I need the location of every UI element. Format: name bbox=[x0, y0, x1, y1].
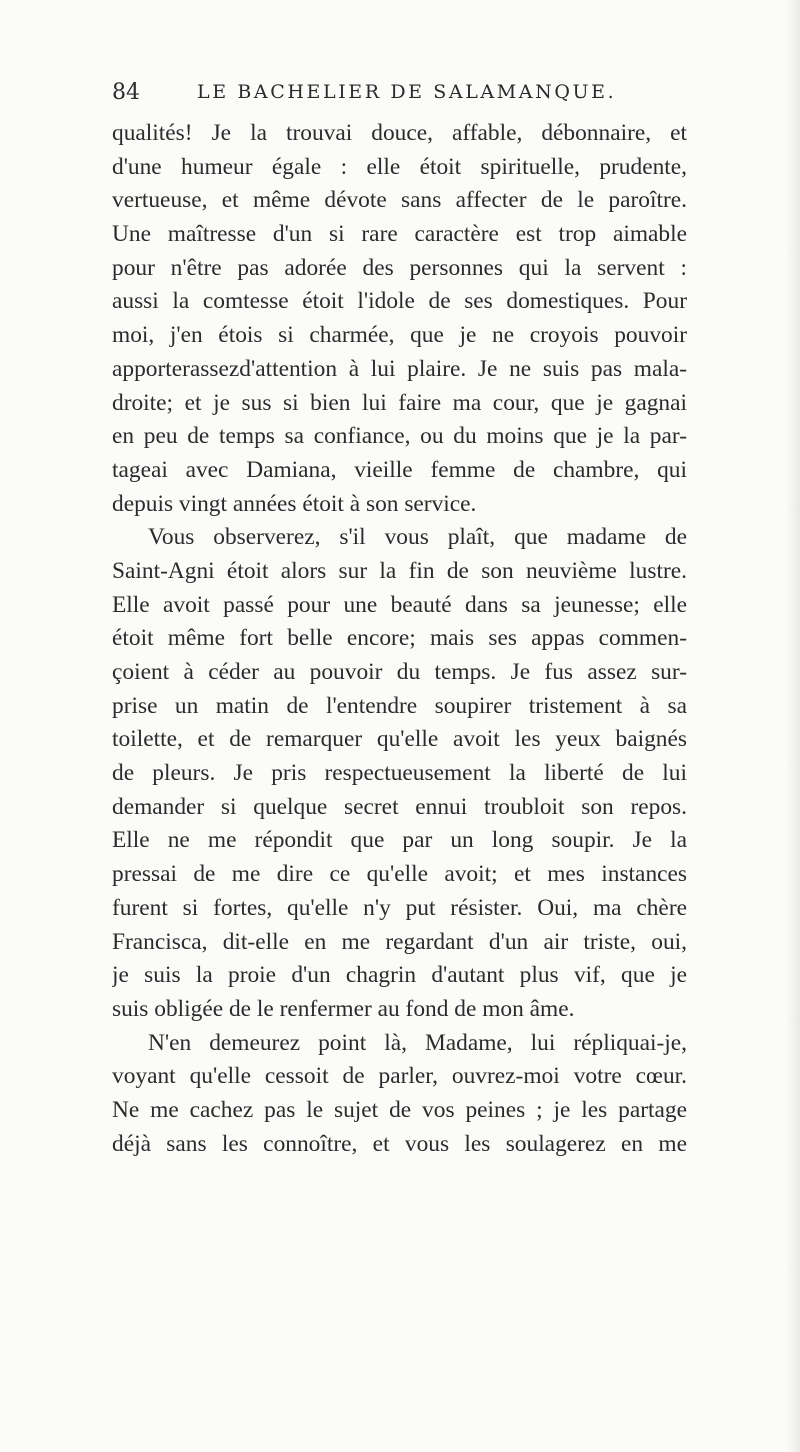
text-line: je suis la proie d'un chagrin d'autant plus vif, que je bbox=[112, 962, 687, 989]
text-line: droite; et je sus si bien lui faire ma cour, que je gagnai bbox=[112, 389, 687, 416]
text-line: Saint-Agni étoit alors sur la fin de son neuvième lustre. bbox=[112, 557, 687, 584]
text-line: qualités! Je la trouvai douce, affable, débonnaire, et bbox=[112, 120, 687, 146]
text-line: Ne me cachez pas le sujet de vos peines ; je les partage bbox=[112, 1096, 687, 1123]
page-edge-shadow bbox=[786, 0, 800, 1452]
text-line: tageai avec Damiana, vieille femme de chambre, qui bbox=[112, 456, 687, 483]
text-line: N'en demeurez point là, Madame, lui répliquai-je, bbox=[148, 1029, 687, 1056]
page-number: 84 bbox=[112, 80, 140, 105]
text-line: étoit même fort belle encore; mais ses appas commen- bbox=[112, 625, 687, 652]
text-line: Elle ne me répondit que par un long soupir. Je la bbox=[112, 827, 687, 854]
text-line: pressai de me dire ce qu'elle avoit; et mes instances bbox=[112, 861, 687, 888]
text-line: apporterassezd'attention à lui plaire. Je ne suis pas mala- bbox=[112, 355, 687, 382]
text-line: Une maîtresse d'un si rare caractère est trop aimable bbox=[112, 221, 687, 248]
text-line: Elle avoit passé pour une beauté dans sa jeunesse; elle bbox=[112, 591, 687, 618]
text-line: en peu de temps sa confiance, ou du moins que je la par- bbox=[112, 423, 687, 450]
text-line: déjà sans les connoître, et vous les soulagerez en me bbox=[112, 1130, 687, 1157]
text-line: çoient à céder au pouvoir du temps. Je fus assez sur- bbox=[112, 659, 687, 685]
page-header bbox=[112, 80, 687, 114]
text-line: depuis vingt années étoit à son service. bbox=[112, 490, 477, 517]
text-line: vertueuse, et même dévote sans affecter de le paroître. bbox=[112, 187, 687, 214]
text-line: moi, j'en étois si charmée, que je ne croyois pouvoir bbox=[112, 322, 687, 349]
text-line: toilette, et de remarquer qu'elle avoit les yeux baignés bbox=[112, 726, 687, 753]
text-line: demander si quelque secret ennui troubloit son repos. bbox=[112, 793, 687, 820]
text-line: pour n'être pas adorée des personnes qui la servent : bbox=[112, 254, 687, 281]
text-line: Vous observerez, s'il vous plaît, que madame de bbox=[148, 524, 687, 551]
body-text bbox=[112, 117, 687, 1161]
text-line: aussi la comtesse étoit l'idole de ses domestiques. Pour bbox=[112, 288, 687, 315]
text-line: prise un matin de l'entendre soupirer tristement à sa bbox=[112, 692, 687, 719]
text-line: Francisca, dit-elle en me regardant d'un air triste, oui, bbox=[112, 928, 687, 955]
text-line: d'une humeur égale : elle étoit spirituelle, prudente, bbox=[112, 153, 687, 180]
text-line: voyant qu'elle cessoit de parler, ouvrez-moi votre cœur. bbox=[112, 1063, 687, 1090]
text-line: furent si fortes, qu'elle n'y put résister. Oui, ma chère bbox=[112, 894, 687, 921]
text-line: de pleurs. Je pris respectueusement la liberté de lui bbox=[112, 760, 687, 787]
running-title: LE BACHELIER DE SALAMANQUE. bbox=[197, 81, 617, 103]
text-line: suis obligée de le renfermer au fond de mon âme. bbox=[112, 995, 575, 1022]
